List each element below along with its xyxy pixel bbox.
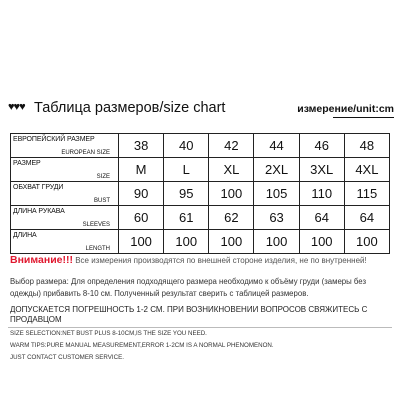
divider bbox=[8, 327, 392, 328]
table-row bbox=[11, 230, 390, 254]
table-cell: 61 bbox=[164, 206, 209, 230]
row-label-ru: ДЛИНА РУКАВА bbox=[13, 208, 65, 215]
table-cell: 110 bbox=[299, 182, 344, 206]
table-cell: 100 bbox=[209, 182, 254, 206]
tolerance-note: ДОПУСКАЕТСЯ ПОГРЕШНОСТЬ 1-2 СМ. ПРИ ВОЗНИКНОВЕНИИ ВОПРОСОВ СВЯЖИТЕСЬ С ПРОДАВЦОМ bbox=[10, 305, 368, 324]
en-note-size-selection: SIZE SELECTION:NET BUST PLUS 8-10CM,IS THE SIZE YOU NEED. bbox=[10, 330, 207, 337]
table-cell: 3XL bbox=[299, 158, 344, 182]
table-cell: XL bbox=[209, 158, 254, 182]
row-label bbox=[11, 158, 119, 182]
row-label-ru: РАЗМЕР bbox=[13, 160, 41, 167]
page-title: Таблица размеров/size chart bbox=[34, 100, 226, 116]
table-cell: 44 bbox=[254, 134, 299, 158]
table-cell: 46 bbox=[299, 134, 344, 158]
table-cell: M bbox=[119, 158, 164, 182]
table-row bbox=[11, 182, 390, 206]
table-row bbox=[11, 158, 390, 182]
row-label bbox=[11, 230, 119, 254]
table-cell: L bbox=[164, 158, 209, 182]
chart-header bbox=[8, 100, 394, 120]
attention-label: Внимание!!! bbox=[10, 254, 73, 266]
row-label-ru: ОБХВАТ ГРУДИ bbox=[13, 184, 64, 191]
size-table bbox=[10, 133, 390, 254]
attention-text: Все измерения производятся по внешней стороне изделия, не по внутренней! bbox=[72, 256, 367, 265]
unit-label: измерение/unit:cm bbox=[297, 103, 394, 115]
hearts-icon: ♥♥♥ bbox=[8, 101, 25, 113]
table-cell: 100 bbox=[254, 230, 299, 254]
table-cell: 105 bbox=[254, 182, 299, 206]
row-label bbox=[11, 206, 119, 230]
table-cell: 60 bbox=[119, 206, 164, 230]
table-cell: 48 bbox=[344, 134, 389, 158]
row-label-en: LENGTH bbox=[85, 246, 110, 252]
row-label-en: SLEEVES bbox=[82, 222, 110, 228]
table-cell: 4XL bbox=[344, 158, 389, 182]
table-row bbox=[11, 134, 390, 158]
table-cell: 62 bbox=[209, 206, 254, 230]
en-note-warm-tips: WARM TIPS:PURE MANUAL MEASUREMENT,ERROR 1-2CM IS A NORMAL PHENOMENON. bbox=[10, 342, 274, 349]
unit-underline bbox=[333, 117, 394, 118]
table-cell: 100 bbox=[344, 230, 389, 254]
row-label-ru: ЕВРОПЕЙСКИЙ РАЗМЕР bbox=[13, 136, 95, 143]
size-selection-note: Выбор размера: Для определения подходящего размера необходимо к объёму груди (замеры без одежды) прибавить 8-10 см. Полученный результат сверить с таблицей размеров. bbox=[10, 277, 367, 298]
row-label-ru: ДЛИНА bbox=[13, 232, 37, 239]
table-cell: 63 bbox=[254, 206, 299, 230]
table-cell: 100 bbox=[209, 230, 254, 254]
table-cell: 100 bbox=[164, 230, 209, 254]
row-label-en: EUROPEAN SIZE bbox=[61, 150, 110, 156]
table-cell: 2XL bbox=[254, 158, 299, 182]
row-label-en: BUST bbox=[93, 198, 110, 204]
table-cell: 42 bbox=[209, 134, 254, 158]
table-cell: 38 bbox=[119, 134, 164, 158]
row-label bbox=[11, 134, 119, 158]
table-cell: 90 bbox=[119, 182, 164, 206]
table-cell: 115 bbox=[344, 182, 389, 206]
row-label-en: SIZE bbox=[96, 174, 110, 180]
attention-note bbox=[10, 254, 367, 266]
table-cell: 95 bbox=[164, 182, 209, 206]
table-cell: 40 bbox=[164, 134, 209, 158]
table-cell: 100 bbox=[119, 230, 164, 254]
row-label bbox=[11, 182, 119, 206]
table-cell: 100 bbox=[299, 230, 344, 254]
table-cell: 64 bbox=[299, 206, 344, 230]
table-row bbox=[11, 206, 390, 230]
en-note-contact: JUST CONTACT CUSTOMER SERVICE. bbox=[10, 354, 124, 361]
table-cell: 64 bbox=[344, 206, 389, 230]
